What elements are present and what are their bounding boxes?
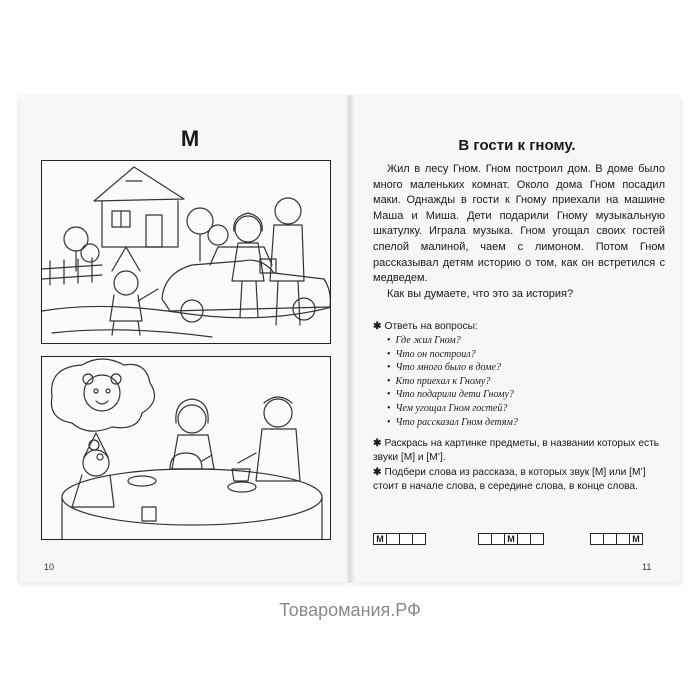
story-title: В гости к гному.	[458, 137, 576, 154]
question-item: • Что он построил?	[387, 348, 663, 362]
scheme-cell	[616, 533, 630, 545]
sound-scheme-start	[373, 533, 425, 545]
scheme-cell-letter: М	[373, 533, 387, 545]
asterisk-icon: ✱	[373, 467, 382, 478]
asterisk-icon: ✱	[373, 321, 382, 332]
gnome-figure	[112, 247, 140, 271]
illustration-gnome-house	[41, 160, 331, 344]
question-item: • Что рассказал Гном детям?	[387, 416, 663, 430]
sound-scheme-end	[590, 533, 642, 545]
question-item: • Что много было в доме?	[387, 361, 663, 375]
scheme-cell	[399, 533, 413, 545]
watermark-text: Товаромания.РФ	[279, 600, 421, 620]
question-list	[373, 334, 663, 429]
boy-figure	[264, 399, 292, 427]
task-text: Подбери слова из рассказа, в которых звук [М] или [М’] стоит в начале слова, в середине слова, в конце слова.	[373, 467, 646, 492]
scheme-cell	[491, 533, 505, 545]
scheme-cell	[603, 533, 617, 545]
house-roof	[94, 167, 184, 201]
task-answer-questions	[373, 320, 663, 429]
page-number-left: 10	[44, 562, 55, 572]
scheme-cell	[517, 533, 531, 545]
table	[62, 469, 322, 525]
scheme-cell	[590, 533, 604, 545]
girl-figure	[235, 216, 261, 242]
task-find-words	[373, 466, 663, 494]
asterisk-icon: ✱	[373, 438, 382, 449]
thought-bubble	[51, 359, 154, 431]
question-item: • Что подарили дети Гному?	[387, 388, 663, 402]
scheme-cell-letter: М	[504, 533, 518, 545]
scheme-cell	[478, 533, 492, 545]
task-text: Раскрась на картинке предметы, в названии которых есть звуки [М] и [М’].	[373, 438, 660, 463]
scheme-cell	[412, 533, 426, 545]
book-spine	[345, 95, 355, 583]
boy-figure	[275, 198, 301, 224]
story-text	[373, 162, 665, 302]
story-paragraph: Жил в лесу Гном. Гном построил дом. В доме было много маленьких комнат. Около дома Гном посадил маки. Однажды в гости к Гному приехали на машине Маша и Миша. Дети подарили Гному музыкальную шкатулку. Играла музыка. Гном угощал своих гостей спелой малиной, чаем с лимоном. Потом Гном рассказывал детям историю о том, как он встретился с медведем.	[373, 163, 665, 285]
task-coloring	[373, 437, 663, 465]
bear-figure	[84, 375, 120, 411]
task-label: Ответь на вопросы:	[384, 321, 478, 332]
page-number-right: 11	[642, 562, 652, 572]
letter-heading: М	[180, 126, 200, 151]
question-item: • Кто приехал к Гному?	[387, 375, 663, 389]
gnome-figure	[83, 450, 109, 476]
scheme-cell	[530, 533, 544, 545]
story-question: Как вы думаете, что это за история?	[387, 287, 574, 300]
car	[162, 260, 330, 311]
girl-figure	[178, 405, 206, 433]
sound-scheme-middle	[478, 533, 543, 545]
illustration-tea-party	[41, 356, 331, 540]
scheme-cell	[386, 533, 400, 545]
question-item: • Где жил Гном?	[387, 334, 663, 348]
scheme-cell-letter: М	[629, 533, 643, 545]
question-item: • Чем угощал Гном гостей?	[387, 402, 663, 416]
